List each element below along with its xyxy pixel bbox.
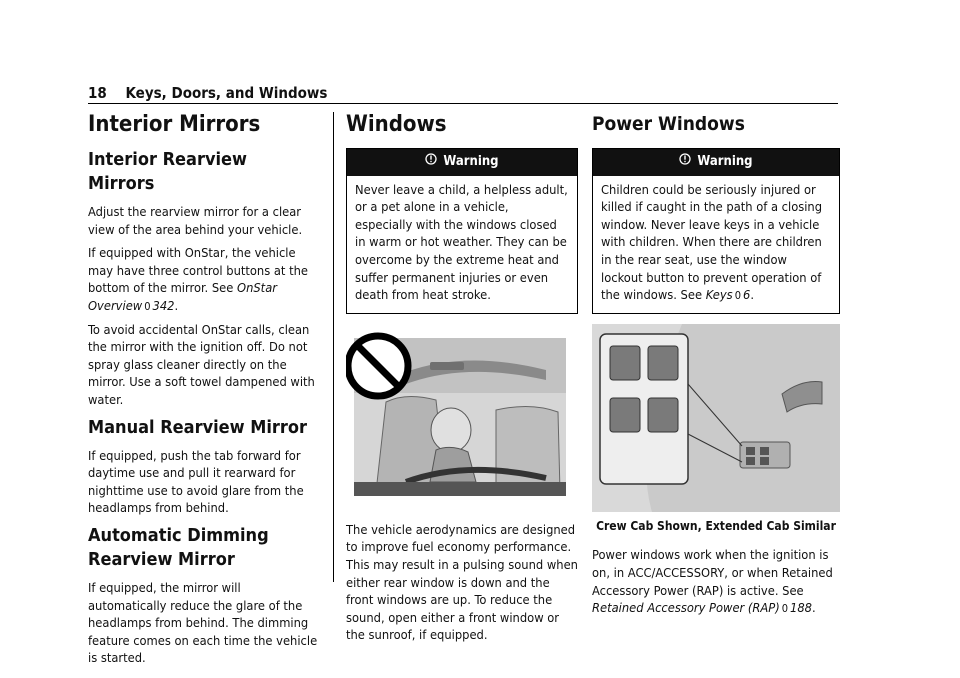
header-divider <box>88 103 838 104</box>
link-page-342[interactable]: 342 <box>152 298 175 314</box>
column-interior-mirrors <box>88 112 318 674</box>
link-rap[interactable]: Retained Accessory Power (RAP) <box>592 601 780 617</box>
warning-text: Never leave a child, a helpless adult, or a pet alone in a vehicle, especially with the windows closed in warm or hot weather. They can be overcome by the extreme heat and suffer permanent injuries or even death from heat stroke. <box>355 182 568 304</box>
column-windows <box>346 112 578 651</box>
heading-windows: Windows <box>346 112 447 137</box>
warning-header <box>347 149 577 176</box>
warning-circle-icon <box>425 153 437 165</box>
warning-main-text: Children could be seriously injured or killed if caught in the path of a closing window. Never leave keys in a vehicle with children. When there are children in the rear seat, use the window lockout button to prevent operation of the windows. See <box>601 182 823 304</box>
warning-icon <box>679 153 691 171</box>
figure-caption: Crew Cab Shown, Extended Cab Similar <box>596 518 836 533</box>
period: . <box>812 601 816 617</box>
warning-icon <box>425 153 437 171</box>
warning-label: Warning <box>443 154 499 169</box>
link-keys[interactable]: Keys <box>705 288 733 304</box>
illustration-child-in-car <box>346 332 568 502</box>
onstar-text: If equipped with OnStar, the vehicle may have three control buttons at the bottom of the mirror. See <box>88 246 308 297</box>
paragraph-avoid-onstar-calls: To avoid accidental OnStar calls, clean the mirror with the ignition off. Do not spray glass cleaner directly on the mirror. Use a soft towel dampened with water. <box>88 322 315 408</box>
paragraph-auto-dimming: If equipped, the mirror will automatically reduce the glare of the headlamps from behind. The dimming feature comes on each time the vehicle is started. <box>88 580 318 667</box>
heading-manual-rearview-mirror: Manual Rearview Mirror <box>88 416 308 438</box>
child-car-seat-illustration <box>346 332 568 502</box>
heading-automatic-dimming-mirror: Automatic Dimming Rearview Mirror <box>88 524 269 570</box>
paragraph-manual-mirror: If equipped, push the tab forward for daytime use and pull it rearward for nighttime use to avoid glare from the headlamps from behind. <box>88 448 304 517</box>
section-title: Keys, Doors, and Windows <box>125 84 328 102</box>
heading-interior-mirrors: Interior Mirrors <box>88 112 261 137</box>
illustration-window-switches <box>592 324 840 512</box>
paragraph-aerodynamics: The vehicle aerodynamics are designed to improve fuel economy performance. This may result in a pulsing sound when either rear window is down and the front windows are up. To reduce the sound, open either a front window or the sunroof, if equipped. <box>346 522 578 644</box>
warning-box-children-window <box>592 148 840 314</box>
warning-header <box>593 149 839 176</box>
period: . <box>174 298 179 314</box>
door-switch-illustration <box>592 324 840 512</box>
warning-circle-icon <box>679 153 691 165</box>
link-page-6[interactable]: 6 <box>742 288 751 304</box>
page-arrow-icon: 0 <box>734 289 741 303</box>
link-onstar-overview[interactable]: OnStar Overview <box>88 281 277 314</box>
page-number: 18 <box>88 84 107 102</box>
warning-text <box>593 176 839 313</box>
paragraph-power-windows <box>592 547 840 617</box>
warning-label: Warning <box>697 154 753 169</box>
link-page-188[interactable]: 188 <box>790 601 813 617</box>
page-arrow-icon: 0 <box>781 602 789 616</box>
page-header <box>88 84 327 102</box>
period: . <box>750 288 754 304</box>
heading-power-windows: Power Windows <box>592 113 745 135</box>
column-divider <box>333 112 334 582</box>
warning-box-child-heat <box>346 148 578 314</box>
paragraph-onstar-buttons <box>88 245 318 315</box>
column-power-windows <box>592 112 840 624</box>
paragraph-adjust-mirror: Adjust the rearview mirror for a clear view of the area behind your vehicle. <box>88 205 303 238</box>
power-windows-text: Power windows work when the ignition is on, in ACC/ACCESSORY, or when Retained Accessory Power (RAP) is active. See <box>592 548 833 599</box>
heading-interior-rearview-mirrors: Interior Rearview Mirrors <box>88 149 247 194</box>
page-arrow-icon: 0 <box>144 299 151 313</box>
